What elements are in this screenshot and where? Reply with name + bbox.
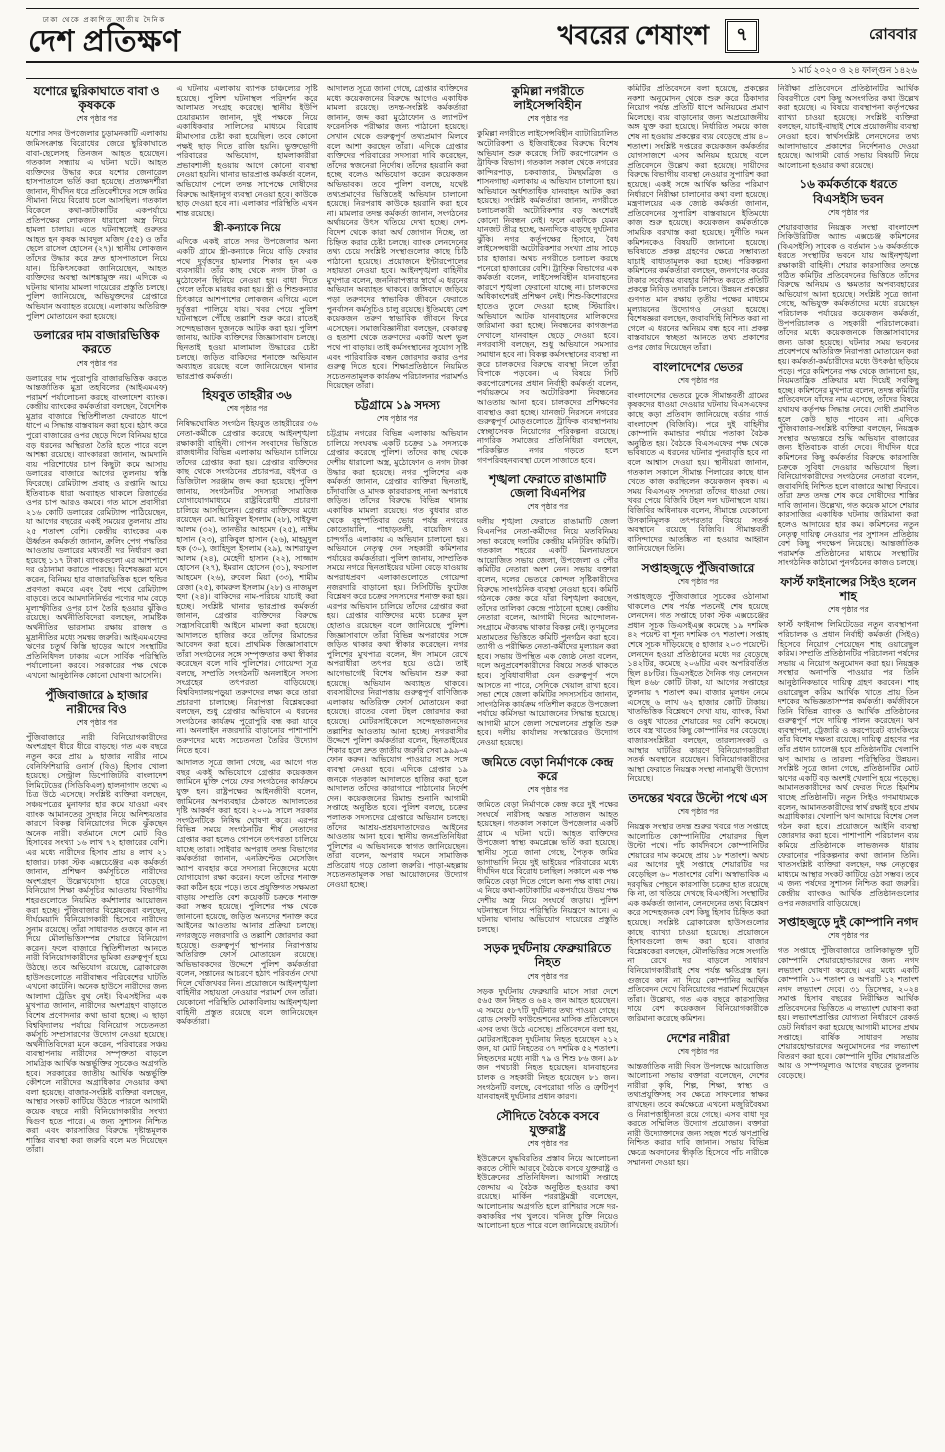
section-title: খবরের শেষাংশ — [557, 20, 710, 50]
continued-from-label: শেষ পৃষ্ঠার পর — [827, 931, 869, 941]
article-headline: ১৬ কর্মকর্তাকে ধরতে বিএসইসি ভবন — [799, 177, 898, 206]
date-strip — [26, 63, 919, 78]
article-headline: দেশের নারীরা — [666, 1030, 730, 1045]
article-body-text: ইউক্রেনে যুদ্ধবিরতির প্রস্তাব নিয়ে আলোচনা করতে সৌদি আরবে বৈঠকে বসবে যুক্তরাষ্ট্র ও ইউক্রেনের প্রতিনিধিদল। আগামী সপ্তাহে জেদ্দায় এ বৈঠক অনুষ্ঠিত হওয়ার কথা রয়েছে। মার্কিন পররাষ্ট্রমন্ত্রী বলেছেন, আলোচনায় অগ্রগতি হলে রাশিয়ার সঙ্গে দর-কষাকষির পথ খুলবে। খনিজ চুক্তি নিয়েও আলোচনা হতে পারে বলে জানিয়েছে রয়টার্স। — [476, 1154, 619, 1231]
continued-from-label: শেষ পৃষ্ঠার পর — [527, 784, 569, 794]
article-body-text: নিয়ন্ত্রক সংস্থার তদন্ত শুরুর খবরে গত সপ্তাহে আলোচিত কোম্পানিটির শেয়ারদর ছিল উল্টো পথে। পাঁচ কার্যদিবসে কোম্পানিটির শেয়ারের দাম কমেছে প্রায় ১৮ শতাংশ। অথচ এর আগের দুই সপ্তাহে শেয়ারটির দর বেড়েছিল ৬০ শতাংশের বেশি। অস্বাভাবিক এ দরবৃদ্ধির পেছনে কারসাজি চক্রের হাত রয়েছে কি না, তা খতিয়ে দেখছে বিএসইসি। সংস্থাটির এক কর্মকর্তা জানান, লেনদেনের তথ্য বিশ্লেষণ করে সন্দেহজনক বেশ কিছু হিসাব চিহ্নিত করা হয়েছে। সংশ্লিষ্ট ব্রোকারেজ হাউসগুলোর কাছে ব্যাখ্যা চাওয়া হয়েছে। প্রয়োজনে হিসাবগুলো জব্দ করা হবে। বাজার বিশ্লেষকেরা বলছেন, মৌলভিত্তির সঙ্গে সংগতি না রেখে দর বাড়লে সাধারণ বিনিয়োগকারীরাই শেষ পর্যন্ত ক্ষতিগ্রস্ত হন। গুজবে কান না দিয়ে কোম্পানির আর্থিক প্রতিবেদন দেখে বিনিয়োগের পরামর্শ দিয়েছেন তাঁরা। উল্লেখ্য, গত এক বছরে কারসাজির দায়ে বেশ কয়েকজন বিনিয়োগকারীকে জরিমানা করেছে কমিশন। — [627, 822, 769, 1023]
article-headline: সপ্তাহজুড়ে দুই কোম্পানি নগদ — [778, 915, 918, 930]
article-body-text: আদালত সূত্রে জানা গেছে, এর আগে গত বছর একই অভিযোগে গ্রেপ্তার কয়েকজন জামিনে মুক্তি পেয়ে ফের সংগঠনের কার্যক্রমে যুক্ত হন। রাষ্ট্রপক্ষের আইনজীবী বলেন, জামিনের অপব্যবহার ঠেকাতে আদালতের দৃষ্টি আকর্ষণ করা হবে। ২০০৯ সালে সরকার সংগঠনটিকে নিষিদ্ধ ঘোষণা করে। এরপর বিভিন্ন সময়ে সংগঠনটির শীর্ষ নেতাদের গ্রেপ্তার করা হলেও গোপনে তৎপরতা চালিয়ে যাচ্ছে তারা। সাইবার অপরাধ তদন্ত বিভাগের কর্মকর্তারা জানান, এনক্রিপ্টেড মেসেজিং অ্যাপ ব্যবহার করে সদস্যরা নিজেদের মধ্যে যোগাযোগ রক্ষা করেন। ফলে তাঁদের শনাক্ত করা কঠিন হয়ে পড়ে। তবে প্রযুক্তিগত সক্ষমতা বাড়ায় সম্প্রতি বেশ কয়েকটি চক্রকে শনাক্ত করা সম্ভব হয়েছে। পুলিশের পক্ষ থেকে জানানো হয়েছে, জড়িত অন্যদের শনাক্ত করে আইনের আওতায় আনার প্রক্রিয়া চলছে। নগরজুড়ে নজরদারি ও তল্লাশি জোরদার করা হয়েছে। গুরুত্বপূর্ণ স্থাপনার নিরাপত্তায় অতিরিক্ত ফোর্স মোতায়েন রয়েছে। অভিভাবকদের উদ্দেশে পুলিশ কর্মকর্তারা বলেন, সন্তানের আচরণে হঠাৎ পরিবর্তন দেখা দিলে খোঁজখবর নিন। প্রয়োজনে আইনশৃঙ্খলা বাহিনীর সহায়তা নেওয়ার পরামর্শ দেন তাঁরা। যেকোনো পরিস্থিতি মোকাবিলায় আইনশৃঙ্খলা বাহিনী প্রস্তুত রয়েছে বলে জানিয়েছেন কর্মকর্তারা। — [176, 758, 318, 1027]
news-column-1 — [26, 84, 167, 1434]
article-body-text: দলীয় শৃঙ্খলা ফেরাতে রাঙামাটি জেলা বিএনপির নেতা-কর্মীদের নিয়ে মতবিনিময় সভা করেছে দলটির কেন্দ্রীয় মনিটরিং কমিটি। গতকাল শহরের একটি মিলনায়তনে আয়োজিত সভায় জেলা, উপজেলা ও পৌর কমিটির নেতারা অংশ নেন। সভায় বক্তারা বলেন, দলের ভেতরে কোন্দল সৃষ্টিকারীদের বিরুদ্ধে সাংগঠনিক ব্যবস্থা নেওয়া হবে। কমিটি গঠনকে কেন্দ্র করে যাঁরা বিশৃঙ্খলা করছেন, তাঁদের তালিকা কেন্দ্রে পাঠানো হচ্ছে। কেন্দ্রীয় নেতারা বলেন, আগামী দিনের আন্দোলন-সংগ্রামে ঐক্যবদ্ধ থাকার বিকল্প নেই। তৃণমূলের মতামতের ভিত্তিতে কমিটি পুনর্গঠন করা হবে। ত্যাগী ও পরীক্ষিত নেতা-কর্মীদের মূল্যায়ন করা হবে। সভায় উপস্থিত এক জ্যেষ্ঠ নেতা বলেন, দলে অনুপ্রবেশকারীদের বিষয়ে সতর্ক থাকতে হবে। সুবিধাবাদীরা যেন গুরুত্বপূর্ণ পদে আসতে না পারে, সেদিকে খেয়াল রাখা হবে। সভা শেষে জেলা কমিটির সদস্যসচিব জানান, সাংগঠনিক কার্যক্রম গতিশীল করতে উপজেলা পর্যায়ে কর্মিসভা আয়োজনের সিদ্ধান্ত হয়েছে। আগামী মাসে জেলা সম্মেলনের প্রস্তুতি শুরু হবে। দলীয় কার্যালয় সংস্কারেরও উদ্যোগ নেওয়া হয়েছে। — [476, 517, 619, 748]
news-column-2 — [176, 84, 317, 1434]
article-headline: তদন্তের খবরে উল্টো পথে এস — [628, 790, 768, 805]
paper-name: দেশ প্রতিক্ষণ — [28, 25, 181, 58]
article-headline: পুঁজিবাজারে ৯ হাজার নারীদের বিও — [45, 687, 148, 716]
page-number-box — [725, 19, 759, 53]
continued-from-label: শেষ পৃষ্ঠার পর — [76, 717, 118, 727]
masthead-tagline: ঢাকা থেকে প্রকাশিত জাতীয় দৈনিক — [42, 16, 166, 24]
continued-from-label: শেষ পৃষ্ঠার পর — [376, 414, 418, 424]
page-header — [26, 9, 919, 61]
article-body-text: সপ্তাহজুড়ে পুঁজিবাজারে সূচকের ওঠানামা থাকলেও শেষ পর্যন্ত পতনেই শেষ হয়েছে লেনদেন। গত সপ্তাহে ঢাকা স্টক এক্সচেঞ্জের প্রধান সূচক ডিএসইএক্স কমেছে ১৯ দশমিক ৪২ পয়েন্ট বা শূন্য দশমিক ৩৭ শতাংশ। সপ্তাহ শেষে সূচক দাঁড়িয়েছে ৫ হাজার ২০৩ পয়েন্টে। লেনদেন হওয়া প্রতিষ্ঠানের মধ্যে দর বেড়েছে ১৪২টির, কমেছে ২০৬টির এবং অপরিবর্তিত ছিল ৪৮টির। ডিএসইতে দৈনিক গড় লেনদেন ছিল ৪৬৮ কোটি টাকা, যা আগের সপ্তাহের তুলনায় ৭ শতাংশ কম। বাজার মূলধন নেমে এসেছে ৬ লাখ ৬২ হাজার কোটি টাকায়। খাতভিত্তিক বিশ্লেষণে দেখা যায়, ব্যাংক, বিমা ও ওষুধ খাতের শেয়ারের দর বেশি কমেছে। তবে বস্ত্র খাতের কিছু কোম্পানির দর বেড়েছে। বাজারসংশ্লিষ্টরা বলছেন, তারল্যসংকট ও আস্থার ঘাটতির কারণে বিনিয়োগকারীরা সতর্ক অবস্থানে রয়েছেন। বিনিয়োগকারীদের আস্থা ফেরাতে নিয়ন্ত্রক সংস্থা নানামুখী উদ্যোগ নিয়েছে। — [627, 592, 769, 784]
continued-from-label: শেষ পৃষ্ঠার পর — [527, 114, 569, 124]
article-body-text: জমিতে বেড়া নির্মাণকে কেন্দ্র করে দুই পক্ষের সংঘর্ষে নারীসহ অন্তত সাতজন আহত হয়েছেন। গতকাল সকালে উপজেলার একটি গ্রামে এ ঘটনা ঘটে। আহত ব্যক্তিদের উপজেলা স্বাস্থ্য কমপ্লেক্সে ভর্তি করা হয়েছে। স্থানীয় সূত্রে জানা গেছে, পৈতৃক জমির ভাগাভাগি নিয়ে দুই ভাইয়ের পরিবারের মধ্যে দীর্ঘদিন ধরে বিরোধ চলছিল। সকালে এক পক্ষ জমিতে বেড়া দিতে গেলে অন্য পক্ষ বাধা দেয়। এ নিয়ে কথা-কাটাকাটির একপর্যায়ে উভয় পক্ষ দেশীয় অস্ত্র নিয়ে সংঘর্ষে জড়ায়। পুলিশ ঘটনাস্থলে গিয়ে পরিস্থিতি নিয়ন্ত্রণে আনে। এ ঘটনায় থানায় অভিযোগ দায়েরের প্রস্তুতি চলছে। — [476, 799, 619, 934]
article-body-text: শেয়ারবাজার নিয়ন্ত্রক সংস্থা বাংলাদেশ সিকিউরিটিজ অ্যান্ড এক্সচেঞ্জ কমিশনের (বিএসইসি) সাবেক ও বর্তমান ১৬ কর্মকর্তাকে ধরতে সংস্থাটির ভবনে যায় আইনশৃঙ্খলা রক্ষাকারী বাহিনী। শেয়ার কারসাজির তদন্তে গঠিত কমিটির প্রতিবেদনের ভিত্তিতে তাঁদের বিরুদ্ধে অনিয়ম ও ক্ষমতার অপব্যবহারের অভিযোগ আনা হয়েছে। সংশ্লিষ্ট সূত্রে জানা গেছে, অভিযুক্ত কর্মকর্তাদের মধ্যে রয়েছেন পরিচালক পর্যায়ের কয়েকজন কর্মকর্তা, উপপরিচালক ও সহকারী পরিচালকেরা। তাঁদের মধ্যে কয়েকজনকে জিজ্ঞাসাবাদের জন্য ডাকা হয়েছে। ঘটনার সময় ভবনের প্রবেশপথে অতিরিক্ত নিরাপত্তা মোতায়েন করা হয়। কর্মকর্তা-কর্মচারীদের মধ্যে উৎকণ্ঠা ছড়িয়ে পড়ে। পরে কমিশনের পক্ষ থেকে জানানো হয়, নিয়মতান্ত্রিক প্রক্রিয়ার মধ্য দিয়েই সবকিছু হচ্ছে। কমিশনের মুখপাত্র বলেন, তদন্ত কমিটির প্রতিবেদনে যাঁদের নাম এসেছে, তাঁদের বিষয়ে যথাযথ কর্তৃপক্ষ সিদ্ধান্ত নেবে। দোষী প্রমাণিত হলে কেউ ছাড় পাবেন না। এদিকে পুঁজিবাজার-সংশ্লিষ্ট ব্যক্তিরা বলছেন, নিয়ন্ত্রক সংস্থার অভ্যন্তরে শুদ্ধি অভিযান বাজারের জন্য ইতিবাচক বার্তা দেবে। দীর্ঘদিন ধরে কমিশনের কিছু কর্মকর্তার বিরুদ্ধে কারসাজি চক্রকে সুবিধা দেওয়ার অভিযোগ ছিল। বিনিয়োগকারীদের সংগঠনের নেতারা বলেন, জবাবদিহি নিশ্চিত হলে বাজারে আস্থা ফিরবে। তাঁরা দ্রুত তদন্ত শেষ করে দোষীদের শাস্তির দাবি জানান। উল্লেখ্য, গত কয়েক মাসে শেয়ার কারসাজির একাধিক ঘটনায় জরিমানা করা হলেও আদায়ের হার কম। কমিশনের নতুন নেতৃত্ব দায়িত্ব নেওয়ার পর সুশাসন প্রতিষ্ঠায় বেশ কিছু পদক্ষেপ নিয়েছে। আন্তর্জাতিক পরামর্শক প্রতিষ্ঠানের মাধ্যমে সংস্থাটির সাংগঠনিক কাঠামো পুনর্গঠনের কাজও চলছে। — [777, 222, 919, 568]
news-column-5 — [627, 84, 768, 1434]
article-headline: চট্টগ্রামে ১৯ সদস্য — [354, 398, 440, 412]
article-subhead: স্ত্রী-কন্যাকে নিয়ে — [213, 223, 281, 235]
continued-from-label: শেষ পৃষ্ঠার পর — [827, 605, 869, 615]
continued-from-label: শেষ পৃষ্ঠার পর — [76, 358, 118, 368]
article-headline: হিযবুত তাহরীর ৩৬ — [202, 388, 292, 403]
article-body-text: আন্তর্জাতিক নারী দিবস উপলক্ষে আয়োজিত আলোচনা সভায় বক্তারা বলেছেন, দেশের নারীরা কৃষি, শিল্প, শিক্ষা, স্বাস্থ্য ও তথ্যপ্রযুক্তিসহ সব ক্ষেত্রে সাফল্যের স্বাক্ষর রাখছেন। তবে কর্মক্ষেত্রে এখনো মজুরিবৈষম্য ও নিরাপত্তাহীনতা রয়ে গেছে। এসব বাধা দূর করতে সম্মিলিত উদ্যোগ প্রয়োজন। বক্তারা নারী উদ্যোক্তাদের জন্য সহজ শর্তে ঋণপ্রাপ্তি নিশ্চিত করার দাবি জানান। সভায় বিভিন্ন ক্ষেত্রে অবদানের স্বীকৃতি হিসেবে পাঁচ নারীকে সম্মাননা দেওয়া হয়। — [627, 1061, 769, 1167]
article-headline: সড়ক দুর্ঘটনায় ফেব্রুয়ারিতে নিহত — [484, 941, 612, 970]
article-headline: সৌদিতে বৈঠকে বসবে যুক্তরাষ্ট্র — [496, 1108, 600, 1137]
article-headline: বাংলাদেশের ভেতর — [653, 359, 743, 374]
article-headline: শৃঙ্খলা ফেরাতে রাঙামাটি জেলা বিএনপির — [489, 472, 607, 501]
continued-from-label: শেষ পৃষ্ঠার পর — [527, 1139, 569, 1149]
article-body-text: ডলারের দাম পুরোপুরি বাজারভিত্তিক করতে আন্তর্জাতিক মুদ্রা তহবিলের (আইএমএফ) পরামর্শ পর্যালোচনা করছে বাংলাদেশ ব্যাংক। কেন্দ্রীয় ব্যাংকের কর্মকর্তারা বলছেন, বৈদেশিক মুদ্রার বাজারে স্থিতিশীলতা ফেরাতে ধাপে ধাপে এ সিদ্ধান্ত বাস্তবায়ন করা হবে। হঠাৎ করে পুরো বাজারের ওপর ছেড়ে দিলে বিনিময় হারে বড় ধরনের অস্থিরতা তৈরি হতে পারে বলে আশঙ্কা রয়েছে। ব্যাংকাররা জানান, আমদানি ব্যয় পরিশোধের চাপ কিছুটা কমে আসায় ডলারের বাজারে আগের তুলনায় স্বস্তি ফিরেছে। রেমিট্যান্স প্রবাহ ও রপ্তানি আয়ে ইতিবাচক ধারা অব্যাহত থাকলে রিজার্ভের ওপর চাপ আরও কমবে। গত মাসে প্রবাসীরা ২১৬ কোটি ডলারের রেমিট্যান্স পাঠিয়েছেন, যা আগের বছরের একই সময়ের তুলনায় প্রায় ২৫ শতাংশ বেশি। কেন্দ্রীয় ব্যাংকের এক ঊর্ধ্বতন কর্মকর্তা জানান, ক্রলিং পেগ পদ্ধতির আওতায় ডলারের মধ্যবর্তী দর নির্ধারণ করা হয়েছে ১১৭ টাকা। ব্যাংকগুলো এর আশপাশে দর ওঠানামা করাতে পারছে। বিশেষজ্ঞরা মনে করেন, বিনিময় হার বাজারভিত্তিক হলে হুন্ডির প্রবণতা কমবে এবং বৈধ পথে রেমিট্যান্স বাড়বে। তবে আমদানিনির্ভর পণ্যের দাম বেড়ে মূল্যস্ফীতির ওপর চাপ তৈরি হওয়ার ঝুঁকিও রয়েছে। অর্থনীতিবিদেরা বলছেন, সামষ্টিক অর্থনীতির ভারসাম্য রক্ষায় রাজস্ব ও মুদ্রানীতির মধ্যে সমন্বয় জরুরি। আইএমএফের ঋণের চতুর্থ কিস্তি ছাড়ের আগে সংস্থাটির প্রতিনিধিদল ঢাকায় এসে সার্বিক পরিস্থিতি পর্যালোচনা করবে। সরকারের পক্ষ থেকে এখনো আনুষ্ঠানিক কোনো ঘোষণা আসেনি। — [26, 373, 168, 680]
news-column-3 — [327, 84, 468, 1434]
continued-from-label: শেষ পৃষ্ঠার পর — [677, 577, 719, 587]
article-body-text: কমিটির প্রতিবেদনে বলা হয়েছে, প্রকল্পের নকশা অনুমোদন থেকে শুরু করে ঠিকাদার নিয়োগ পর্যন্ত প্রতিটি ধাপে অনিয়মের প্রমাণ মিলেছে। ব্যয় বাড়ানোর জন্য অপ্রয়োজনীয় অঙ্গ যুক্ত করা হয়েছে। নির্ধারিত সময়ে কাজ শেষ না হওয়ায় প্রকল্পের ব্যয় বেড়েছে প্রায় ৪০ শতাংশ। সংশ্লিষ্ট দপ্তরের কয়েকজন কর্মকর্তার যোগসাজশে এসব অনিয়ম হয়েছে বলে প্রতিবেদনে উল্লেখ করা হয়েছে। দায়ীদের বিরুদ্ধে বিভাগীয় ব্যবস্থা নেওয়ার সুপারিশ করা হয়েছে। একই সঙ্গে আর্থিক ক্ষতির পরিমাণ নির্ধারণে নিরীক্ষা চালানোর কথা বলা হয়েছে। মন্ত্রণালয়ের এক জ্যেষ্ঠ কর্মকর্তা জানান, প্রতিবেদনের সুপারিশ বাস্তবায়নে ইতিমধ্যে কাজ শুরু হয়েছে। কয়েকজন কর্মকর্তাকে সাময়িক বরখাস্ত করা হয়েছে। দুর্নীতি দমন কমিশনকেও বিষয়টি জানানো হয়েছে। ভবিষ্যতে প্রকল্প গ্রহণের ক্ষেত্রে সম্ভাব্যতা যাচাই বাধ্যতামূলক করা হচ্ছে। পরিকল্পনা কমিশনের কর্মকর্তারা বলছেন, জনগণের করের টাকার সর্বোত্তম ব্যবহার নিশ্চিত করতে প্রতিটি প্রকল্পে নিবিড় তদারকি চলবে। উন্নয়ন প্রকল্পের গুণগত মান রক্ষায় তৃতীয় পক্ষের মাধ্যমে মূল্যায়নের উদ্যোগও নেওয়া হয়েছে। বিশেষজ্ঞরা বলছেন, জবাবদিহি নিশ্চিত করা না গেলে এ ধরনের অনিয়ম বন্ধ হবে না। প্রকল্প বাস্তবায়নে স্বচ্ছতা আনতে তথ্য প্রকাশের ওপর জোর দিয়েছেন তাঁরা। — [627, 84, 769, 353]
columns-container — [26, 84, 919, 1434]
date-line: ১ মার্চ ২০২০ ও ২৪ ফাল্গুন ১৪২৬ — [790, 65, 917, 75]
continued-from-label: শেষ পৃষ্ঠার পর — [827, 207, 869, 217]
article-headline: যশোরে ছুরিকাঘাতে বাবা ও কৃষককে — [33, 84, 160, 113]
article-headline: ফার্স্ট ফাইনান্সের সিইও হলেন শাহ — [780, 575, 917, 604]
news-column-4 — [477, 84, 618, 1434]
article-body-text: যশোর সদর উপজেলার চুড়ামনকাটি এলাকায় জমিসংক্রান্ত বিরোধের জেরে ছুরিকাঘাতে বাবা-ছেলেসহ তিনজন আহত হয়েছেন। গতকাল সন্ধ্যায় এ ঘটনা ঘটে। আহত ব্যক্তিদের উদ্ধার করে যশোর জেনারেল হাসপাতালে ভর্তি করা হয়েছে। প্রত্যক্ষদর্শীরা জানান, দীর্ঘদিন ধরে প্রতিবেশীদের সঙ্গে জমির সীমানা নিয়ে বিরোধ চলে আসছিল। গতকাল বিকেলে কথা-কাটাকাটির একপর্যায়ে প্রতিপক্ষের লোকজন ধারালো অস্ত্র নিয়ে হামলা চালায়। এতে ঘটনাস্থলেই গুরুতর আহত হন কৃষক আবদুল মজিদ (৫৫) ও তাঁর ছেলে রাসেল হোসেন (২৭)। স্থানীয় লোকজন তাঁদের উদ্ধার করে দ্রুত হাসপাতালে নিয়ে যান। চিকিৎসকেরা জানিয়েছেন, আহত ব্যক্তিদের অবস্থা আশঙ্কামুক্ত নয়। এদিকে এ ঘটনায় থানায় মামলা দায়েরের প্রস্তুতি চলছে। পুলিশ জানিয়েছে, অভিযুক্তদের গ্রেপ্তারে অভিযান অব্যাহত রয়েছে। এলাকায় অতিরিক্ত পুলিশ মোতায়েন করা হয়েছে। — [26, 129, 168, 321]
article-body-text: কুমিল্লা নগরীতে লাইসেন্সবিহীন ব্যাটারিচালিত অটোরিকশা ও ইজিবাইকের বিরুদ্ধে বিশেষ অভিযান শুরু করেছে সিটি করপোরেশন ও ট্রাফিক বিভাগ। গতকাল সকাল থেকে নগরের কান্দিরপাড়, চকবাজার, টমছমব্রিজ ও শাসনগাছা এলাকায় এ অভিযান চালানো হয়। অভিযানে অর্ধশতাধিক যানবাহন আটক করা হয়েছে। সংশ্লিষ্ট কর্মকর্তারা জানান, নগরীতে চলাচলকারী অটোরিকশার বড় অংশেরই কোনো নিবন্ধন নেই। ফলে একদিকে যেমন যানজট তীব্র হচ্ছে, অন্যদিকে বাড়ছে দুর্ঘটনার ঝুঁকি। নগর কর্তৃপক্ষের হিসাবে, বৈধ লাইসেন্সধারী অটোরিকশার সংখ্যা প্রায় সাড়ে চার হাজার। অথচ নগরীতে চলাচল করছে পনেরো হাজারের বেশি। ট্রাফিক বিভাগের এক কর্মকর্তা বলেন, লাইসেন্সবিহীন যানবাহনের কারণে শৃঙ্খলা ফেরানো যাচ্ছে না। চালকদের অধিকাংশেরই প্রশিক্ষণ নেই। শিশু-কিশোরদের হাতেও তুলে দেওয়া হচ্ছে স্টিয়ারিং। অভিযানে আটক যানবাহনের মালিকদের জরিমানা করা হচ্ছে। নিবন্ধনের কাগজপত্র দেখালে যানবাহন ছেড়ে দেওয়া হবে। নগরবাসী বলছেন, শুধু অভিযানে সমস্যার সমাধান হবে না। বিকল্প কর্মসংস্থানের ব্যবস্থা না করে চালকদের বিরুদ্ধে ব্যবস্থা নিলে তাঁরা বিপাকে পড়বেন। এ বিষয়ে সিটি করপোরেশনের প্রধান নির্বাহী কর্মকর্তা বলেন, পর্যায়ক্রমে সব অটোরিকশা নিবন্ধনের আওতায় আনা হবে। চালকদের প্রশিক্ষণের ব্যবস্থাও করা হচ্ছে। যানজট নিরসনে নগরের গুরুত্বপূর্ণ মোড়গুলোতে ট্রাফিক ব্যবস্থাপনায় স্বেচ্ছাসেবক নিয়োগের পরিকল্পনা রয়েছে। নাগরিক সমাজের প্রতিনিধিরা বলছেন, পরিকল্পিত নগর গড়তে হলে গণপরিবহনব্যবস্থা ঢেলে সাজাতে হবে। — [476, 129, 619, 465]
article-body-text: ফার্স্ট ফাইনান্স লিমিটেডের নতুন ব্যবস্থাপনা পরিচালক ও প্রধান নির্বাহী কর্মকর্তা (সিইও) হিসেবে নিয়োগ পেয়েছেন শাহ ওয়ারেছুল করিম। সম্প্রতি প্রতিষ্ঠানটির পরিচালনা পর্ষদের সভায় এ নিয়োগ অনুমোদন করা হয়। নিয়ন্ত্রক সংস্থার অনাপত্তি পাওয়ার পর তিনি আনুষ্ঠানিকভাবে দায়িত্ব গ্রহণ করবেন। শাহ ওয়ারেছুল করিম আর্থিক খাতে প্রায় তিন দশকের অভিজ্ঞতাসম্পন্ন কর্মকর্তা। কর্মজীবনে তিনি বিভিন্ন ব্যাংক ও আর্থিক প্রতিষ্ঠানের গুরুত্বপূর্ণ পদে দায়িত্ব পালন করেছেন। ঋণ ব্যবস্থাপনা, ট্রেজারি ও করপোরেট ব্যাংকিংয়ে তাঁর বিশেষ দক্ষতা রয়েছে। দায়িত্ব গ্রহণের পর তাঁর প্রধান চ্যালেঞ্জ হবে প্রতিষ্ঠানটির খেলাপি ঋণ আদায় ও তারল্য পরিস্থিতির উন্নয়ন। সংশ্লিষ্ট সূত্রে জানা গেছে, প্রতিষ্ঠানটির মোট ঋণের একটি বড় অংশই খেলাপি হয়ে পড়েছে। আমানতকারীদের অর্থ ফেরত দিতে হিমশিম খাচ্ছে প্রতিষ্ঠানটি। নতুন সিইও গণমাধ্যমকে বলেন, আমানতকারীদের স্বার্থ রক্ষাই হবে প্রথম অগ্রাধিকার। খেলাপি ঋণ আদায়ে বিশেষ সেল গঠন করা হবে। প্রয়োজনে আইনি ব্যবস্থা জোরদার করা হবে। পাশাপাশি পরিচালন ব্যয় কমিয়ে প্রতিষ্ঠানকে লাভজনক ধারায় ফেরানোর পরিকল্পনার কথা জানান তিনি। খাতসংশ্লিষ্ট ব্যক্তিরা বলছেন, দক্ষ নেতৃত্বের মাধ্যমে আস্থার সংকট কাটিয়ে ওঠা সম্ভব। তবে এ জন্য পর্ষদের সুশাসন নিশ্চিত করা জরুরি। কেন্দ্রীয় ব্যাংকও আর্থিক প্রতিষ্ঠানগুলোর ওপর নজরদারি বাড়িয়েছে। — [777, 620, 919, 908]
continued-from-label: শেষ পৃষ্ঠার পর — [527, 502, 569, 512]
page-number: ৭ — [736, 24, 748, 44]
masthead — [28, 14, 181, 57]
article-body-text: পুঁজিবাজারে নারী বিনিয়োগকারীদের অংশগ্রহণ ধীরে ধীরে বাড়ছে। গত এক বছরে নতুন করে প্রায় ৯ হাজার নারীর নামে বেনিফিশিয়ারি ওনার্স (বিও) হিসাব খোলা হয়েছে। সেন্ট্রাল ডিপোজিটরি বাংলাদেশ লিমিটেডের (সিডিবিএল) হালনাগাদ তথ্যে এ চিত্র উঠে এসেছে। সংশ্লিষ্ট ব্যক্তিরা বলছেন, সঞ্চয়পত্রের মুনাফার হার কমে যাওয়া এবং ব্যাংক আমানতের সুদহার নিয়ে অনিশ্চয়তার কারণে বিকল্প বিনিয়োগের দিকে ঝুঁকছেন অনেক নারী। বর্তমানে দেশে মোট বিও হিসাবের সংখ্যা ১৬ লাখ ৭২ হাজারের বেশি। এর মধ্যে নারীদের হিসাব প্রায় ৪ লাখ ২১ হাজার। ঢাকা স্টক এক্সচেঞ্জের এক কর্মকর্তা জানান, প্রশিক্ষণ কর্মসূচিতে নারীদের অংশগ্রহণ উল্লেখযোগ্য হারে বেড়েছে। বিনিয়োগ শিক্ষা কর্মসূচির আওতায় বিভাগীয় শহরগুলোতে নিয়মিত কর্মশালার আয়োজন করা হচ্ছে। পুঁজিবাজার বিশ্লেষকেরা বলছেন, দীর্ঘমেয়াদি বিনিয়োগকারী হিসেবে নারীদের সুনাম রয়েছে। তাঁরা সাধারণত গুজবে কান না দিয়ে মৌলভিত্তিসম্পন্ন শেয়ারে বিনিয়োগ করেন। ফলে বাজারে স্থিতিশীলতা আনতে নারী বিনিয়োগকারীদের ভূমিকা গুরুত্বপূর্ণ হয়ে উঠছে। তবে অভিযোগ রয়েছে, ব্রোকারেজ হাউসগুলোতে নারীবান্ধব পরিবেশের ঘাটতি এখনো কাটেনি। অনেক হাউসে নারীদের জন্য আলাদা ট্রেডিং বুথ নেই। বিএসইসির এক মুখপাত্র জানান, নারীদের অংশগ্রহণ বাড়াতে বিশেষ প্রণোদনার কথা ভাবা হচ্ছে। এ ছাড়া বিশ্ববিদ্যালয় পর্যায়ে বিনিয়োগ সচেতনতা কর্মসূচি সম্প্রসারণের উদ্যোগ নেওয়া হয়েছে। অর্থনীতিবিদেরা মনে করেন, পরিবারের সঞ্চয় ব্যবস্থাপনায় নারীদের সম্পৃক্ততা বাড়লে সামগ্রিক আর্থিক অন্তর্ভুক্তির সূচকেও অগ্রগতি হবে। সরকারের জাতীয় আর্থিক অন্তর্ভুক্তি কৌশলে নারীদের অগ্রাধিকার দেওয়ার কথা বলা হয়েছে। বাজার-সংশ্লিষ্ট ব্যক্তিরা বলছেন, আস্থার সংকট কাটিয়ে উঠতে পারলে আগামী কয়েক বছরে নারী বিনিয়োগকারীর সংখ্যা দ্বিগুণ হতে পারে। এ জন্য সুশাসন নিশ্চিত করা এবং কারসাজির বিরুদ্ধে দৃষ্টান্তমূলক শাস্তির ব্যবস্থা করা জরুরি বলে মত দিয়েছেন তাঁরা। — [26, 732, 168, 1155]
article-body-text: আদালত সূত্রে জানা গেছে, গ্রেপ্তার ব্যক্তিদের মধ্যে কয়েকজনের বিরুদ্ধে আগেও একাধিক মামলা রয়েছে। তদন্ত-সংশ্লিষ্ট কর্মকর্তারা জানান, জব্দ করা মুঠোফোন ও ল্যাপটপ ফরেনসিক পরীক্ষার জন্য পাঠানো হয়েছে। সেখান থেকে গুরুত্বপূর্ণ তথ্যপ্রমাণ মিলবে বলে আশা করছেন তাঁরা। এদিকে গ্রেপ্তার ব্যক্তিদের পরিবারের সদস্যরা দাবি করেছেন, তাঁদের স্বজনেরা নির্দোষ। তাঁদের হয়রানি করা হচ্ছে বলেও অভিযোগ করেন কয়েকজন অভিভাবক। তবে পুলিশ বলছে, যথেষ্ট তথ্যপ্রমাণের ভিত্তিতেই অভিযান চালানো হয়েছে। নিরপরাধ কাউকে হয়রানি করা হবে না। মামলার তদন্ত কর্মকর্তা জানান, সংগঠনের অর্থায়নের উৎস খতিয়ে দেখা হচ্ছে। দেশ-বিদেশ থেকে কারা অর্থ জোগান দিচ্ছে, তা চিহ্নিত করার চেষ্টা চলছে। ব্যাংক লেনদেনের তথ্য চেয়ে সংশ্লিষ্ট সংস্থাগুলোর কাছে চিঠি পাঠানো হয়েছে। প্রয়োজনে ইন্টারপোলের সহায়তা নেওয়া হবে। আইনশৃঙ্খলা বাহিনীর মুখপাত্র বলেন, জননিরাপত্তার স্বার্থে এ ধরনের অভিযান অব্যাহত থাকবে। জঙ্গিবাদে জড়িয়ে পড়া তরুণদের স্বাভাবিক জীবনে ফেরাতে পুনর্বাসন কর্মসূচিও চালু রয়েছে। ইতিমধ্যে বেশ কয়েকজন তরুণ স্বাভাবিক জীবনে ফিরে এসেছেন। সমাজবিজ্ঞানীরা বলছেন, বেকারত্ব ও হতাশা থেকে তরুণদের একটি অংশ ভুল পথে পা বাড়ায়। তাই কর্মসংস্থানের সুযোগ সৃষ্টি এবং পারিবারিক বন্ধন জোরদার করার ওপর গুরুত্ব দিতে হবে। শিক্ষাপ্রতিষ্ঠানে নিয়মিত সচেতনতামূলক কার্যক্রম পরিচালনার পরামর্শও দিয়েছেন তাঁরা। — [326, 84, 468, 391]
continued-from-label: শেষ পৃষ্ঠার পর — [527, 971, 569, 981]
continued-from-label: শেষ পৃষ্ঠার পর — [677, 375, 719, 385]
continued-from-label: শেষ পৃষ্ঠার পর — [677, 1046, 719, 1056]
weekday-label: রোববার — [869, 27, 917, 43]
continued-from-label: শেষ পৃষ্ঠার পর — [226, 404, 268, 414]
article-body-text: সড়ক দুর্ঘটনায় ফেব্রুয়ারি মাসে সারা দেশে ৫৬৫ জন নিহত ও ৬৪২ জন আহত হয়েছেন। এ সময়ে ৫৮৭টি দুর্ঘটনার তথ্য পাওয়া গেছে। রোড সেফটি ফাউন্ডেশনের মাসিক প্রতিবেদনে এসব তথ্য উঠে এসেছে। প্রতিবেদনে বলা হয়, মোটরসাইকেল দুর্ঘটনায় নিহত হয়েছেন ২১২ জন, যা মোট নিহতের ৩৭ দশমিক ৫২ শতাংশ। নিহতদের মধ্যে নারী ৭৯ ও শিশু ৮৬ জন। ৯৮ জন পথচারী নিহত হয়েছেন। যানবাহনের চালক ও সহকারী নিহত হয়েছেন ৮১ জন। সংগঠনটি বলছে, বেপরোয়া গতি ও ত্রুটিপূর্ণ যানবাহনই দুর্ঘটনার প্রধান কারণ। — [476, 986, 619, 1102]
article-headline: জমিতে বেড়া নির্মাণকে কেন্দ্র করে — [481, 754, 614, 783]
article-headline: ডলারের দাম বাজারভিত্তিক করতে — [33, 328, 160, 357]
article-body-text: গত সপ্তাহে পুঁজিবাজারে তালিকাভুক্ত দুটি কোম্পানি শেয়ারহোল্ডারদের জন্য নগদ লভ্যাংশ ঘোষণা করেছে। এর মধ্যে একটি কোম্পানি ১০ শতাংশ ও অপরটি ১২ শতাংশ নগদ লভ্যাংশ দেবে। ৩১ ডিসেম্বর, ২০২৪ সমাপ্ত হিসাব বছরের নিরীক্ষিত আর্থিক প্রতিবেদনের ভিত্তিতে এ লভ্যাংশ ঘোষণা করা হয়। লভ্যাংশপ্রাপ্তির যোগ্যতা নির্ধারণে রেকর্ড ডেট নির্ধারণ করা হয়েছে আগামী মাসের প্রথম সপ্তাহে। বার্ষিক সাধারণ সভায় শেয়ারহোল্ডারদের অনুমোদনের পর লভ্যাংশ বিতরণ করা হবে। কোম্পানি দুটির শেয়ারপ্রতি আয় ও সম্পদমূল্যও আগের বছরের তুলনায় বেড়েছে। — [777, 946, 919, 1081]
article-body-text: চট্টগ্রাম নগরের বিভিন্ন এলাকায় অভিযান চালিয়ে সংঘবদ্ধ একটি চক্রের ১৯ সদস্যকে গ্রেপ্তার করেছে পুলিশ। তাঁদের কাছ থেকে দেশীয় ধারালো অস্ত্র, মুঠোফোন ও নগদ টাকা উদ্ধার করা হয়েছে। নগর পুলিশের এক কর্মকর্তা জানান, গ্রেপ্তার ব্যক্তিরা ছিনতাই, চাঁদাবাজি ও মাদক কারবারসহ নানা অপরাধে জড়িত। তাঁদের বিরুদ্ধে বিভিন্ন থানায় একাধিক মামলা রয়েছে। গত বুধবার রাত থেকে বৃহস্পতিবার ভোর পর্যন্ত নগরের কোতোয়ালি, পাহাড়তলী, বায়েজিদ ও চান্দগাঁও এলাকায় এ অভিযান চালানো হয়। অভিযানে নেতৃত্ব দেন সহকারী কমিশনার পর্যায়ের কর্মকর্তারা। পুলিশ জানায়, সাম্প্রতিক সময়ে নগরে ছিনতাইয়ের ঘটনা বেড়ে যাওয়ায় অপরাধপ্রবণ এলাকাগুলোতে গোয়েন্দা নজরদারি বাড়ানো হয়। সিসিটিভি ফুটেজ বিশ্লেষণ করে চক্রের সদস্যদের শনাক্ত করা হয়। এরপর অভিযান চালিয়ে তাঁদের গ্রেপ্তার করা হয়। গ্রেপ্তার ব্যক্তিদের মধ্যে চক্রের মূল হোতাও রয়েছেন বলে জানিয়েছে পুলিশ। জিজ্ঞাসাবাদে তাঁরা বিভিন্ন অপরাধের সঙ্গে জড়িত থাকার কথা স্বীকার করেছেন। নগর পুলিশের মুখপাত্র বলেন, ঈদ সামনে রেখে অপরাধীরা তৎপর হয়ে ওঠে। তাই আগেভাগেই বিশেষ অভিযান শুরু করা হয়েছে। অভিযান অব্যাহত থাকবে। ব্যবসায়ীদের নিরাপত্তায় গুরুত্বপূর্ণ বাণিজ্যিক এলাকায় অতিরিক্ত ফোর্স মোতায়েন করা হয়েছে। রাতের বেলা টহল জোরদার করা হয়েছে। মোটরসাইকেলে সন্দেহভাজনদের তল্লাশির আওতায় আনা হচ্ছে। নগরবাসীর উদ্দেশে পুলিশ কর্মকর্তারা বলেন, ছিনতাইয়ের শিকার হলে দ্রুত জাতীয় জরুরি সেবা ৯৯৯-এ ফোন করুন। অভিযোগ পাওয়ার সঙ্গে সঙ্গে ব্যবস্থা নেওয়া হবে। এদিকে গ্রেপ্তার ১৯ জনকে গতকাল আদালতে হাজির করা হলে আদালত তাঁদের কারাগারে পাঠানোর নির্দেশ দেন। কয়েকজনের রিমান্ড শুনানি আগামী সপ্তাহে অনুষ্ঠিত হবে। পুলিশ বলছে, চক্রের পলাতক সদস্যদের গ্রেপ্তারে অভিযান চলছে। তাঁদের আশ্রয়-প্রশ্রয়দাতাদেরও আইনের আওতায় আনা হবে। স্থানীয় জনপ্রতিনিধিরা পুলিশের এ অভিযানকে স্বাগত জানিয়েছেন। তাঁরা বলেন, অপরাধ দমনে সামাজিক প্রতিরোধ গড়ে তোলা জরুরি। পাড়া-মহল্লায় সচেতনতামূলক সভা আয়োজনের উদ্যোগ নেওয়া হচ্ছে। — [326, 429, 468, 890]
continued-from-label: শেষ পৃষ্ঠার পর — [677, 807, 719, 817]
article-body-text: বাংলাদেশের ভেতরে ঢুকে সীমান্তবর্তী গ্রামের কৃষকদের ধাওয়া দেওয়ার ঘটনায় বিএসএফের কাছে কড়া প্রতিবাদ জানিয়েছে বর্ডার গার্ড বাংলাদেশ (বিজিবি)। পরে দুই বাহিনীর কোম্পানি কমান্ডার পর্যায়ে পতাকা বৈঠক অনুষ্ঠিত হয়। বৈঠকে বিএসএফের পক্ষ থেকে ভবিষ্যতে এ ধরনের ঘটনার পুনরাবৃত্তি হবে না বলে আশ্বাস দেওয়া হয়। স্থানীয়রা জানান, গতকাল সকালে সীমান্ত পিলারের কাছে ধান খেতে কাজ করছিলেন কয়েকজন কৃষক। এ সময় বিএসএফ সদস্যরা তাঁদের ধাওয়া দেয়। খবর পেয়ে বিজিবি টহল দল ঘটনাস্থলে যায়। বিজিবির অধিনায়ক বলেন, সীমান্তে যেকোনো উসকানিমূলক তৎপরতার বিষয়ে সতর্ক অবস্থানে রয়েছে বিজিবি। সীমান্তবর্তী বাসিন্দাদের আতঙ্কিত না হওয়ার আহ্বান জানিয়েছেন তিনি। — [627, 390, 769, 554]
date-divider-rule — [26, 78, 919, 79]
continued-from-label: শেষ পৃষ্ঠার পর — [76, 114, 118, 124]
article-body-text: নিরীক্ষা প্রতিবেদনে প্রতিষ্ঠানটির আর্থিক বিবরণীতে বেশ কিছু অসংগতির কথা উল্লেখ করা হয়েছে। এ বিষয়ে ব্যবস্থাপনা কর্তৃপক্ষের ব্যাখ্যা চাওয়া হয়েছে। সংশ্লিষ্ট ব্যক্তিরা বলছেন, যাচাই-বাছাই শেষে প্রয়োজনীয় ব্যবস্থা নেওয়া হবে। স্বার্থসংশ্লিষ্ট লেনদেনের তথ্য আলাদাভাবে প্রকাশের নির্দেশনাও দেওয়া হয়েছে। আগামী বোর্ড সভায় বিষয়টি নিয়ে আলোচনা হওয়ার কথা রয়েছে। — [777, 84, 919, 170]
article-headline: কুমিল্লা নগরীতে লাইসেন্সবিহীন — [511, 84, 584, 113]
article-body-text: এদিকে একই রাতে সদর উপজেলার অন্য একটি গ্রামে স্ত্রী-কন্যাকে নিয়ে বাড়ি ফেরার পথে দুর্বৃত্তদের হামলার শিকার হন এক ব্যবসায়ী। তাঁর কাছ থেকে নগদ টাকা ও মুঠোফোন ছিনিয়ে নেওয়া হয়। বাধা দিতে গেলে তাঁকে মারধর করা হয়। স্ত্রী ও শিশুকন্যার চিৎকারে আশপাশের লোকজন এগিয়ে এলে দুর্বৃত্তরা পালিয়ে যায়। খবর পেয়ে পুলিশ ঘটনাস্থলে পৌঁছে তল্লাশি শুরু করে। রাতেই সন্দেহভাজন দুজনকে আটক করা হয়। পুলিশ জানায়, আটক ব্যক্তিদের জিজ্ঞাসাবাদ চলছে। ছিনতাই হওয়া মালামাল উদ্ধারের চেষ্টা চলছে। জড়িত বাকিদের শনাক্তে অভিযান অব্যাহত রয়েছে বলে জানিয়েছেন থানার ভারপ্রাপ্ত কর্মকর্তা। — [176, 237, 318, 381]
article-body-text: এ ঘটনায় এলাকায় ব্যাপক চাঞ্চল্যের সৃষ্টি হয়েছে। পুলিশ ঘটনাস্থল পরিদর্শন করে আলামত সংগ্রহ করেছে। স্থানীয় ইউপি চেয়ারম্যান জানান, দুই পক্ষকে নিয়ে একাধিকবার সালিসের মাধ্যমে বিরোধ মীমাংসার চেষ্টা করা হয়েছিল। তবে কোনো পক্ষই ছাড় দিতে রাজি হয়নি। ভুক্তভোগী পরিবারের অভিযোগ, হামলাকারীরা প্রভাবশালী হওয়ায় আগে কোনো ব্যবস্থা নেওয়া হয়নি। থানার ভারপ্রাপ্ত কর্মকর্তা বলেন, অভিযোগ পেলে তদন্ত সাপেক্ষে দোষীদের বিরুদ্ধে আইনানুগ ব্যবস্থা নেওয়া হবে। কাউকে ছাড় দেওয়া হবে না। এলাকার পরিস্থিতি এখন শান্ত রয়েছে। — [176, 84, 318, 218]
article-headline: সপ্তাহজুড়ে পুঁজিবাজারে — [641, 560, 755, 575]
article-body-text: নিষিদ্ধঘোষিত সংগঠন হিযবুত তাহরীরের ৩৬ নেতা-কর্মীকে গ্রেপ্তার করেছে আইনশৃঙ্খলা রক্ষাকারী বাহিনী। গোপন সংবাদের ভিত্তিতে রাজধানীর বিভিন্ন এলাকায় অভিযান চালিয়ে তাঁদের গ্রেপ্তার করা হয়। গ্রেপ্তার ব্যক্তিদের কাছ থেকে সংগঠনের প্রচারপত্র, বইপত্র ও ডিজিটাল সরঞ্জাম জব্দ করা হয়েছে। পুলিশ জানায়, সংগঠনটির সদস্যরা সামাজিক যোগাযোগমাধ্যমে রাষ্ট্রবিরোধী প্রচারণা চালিয়ে আসছিলেন। গ্রেপ্তার ব্যক্তিদের মধ্যে রয়েছেন মো. আরিফুল ইসলাম (২৮), সাইফুল আলম (৩২), তানভীর আহমেদ (২৫), নাঈম হাসান (২৩), রাকিবুল হাসান (২৬), মাহমুদুল হক (৩০), জাহিদুল ইসলাম (২৯), আশরাফুল আলম (২৪), মেহেদী হাসান (২২), সাজ্জাদ হোসেন (২৭), ইমরান হোসেন (৩১), ফয়সাল আহমেদ (২৬), রুবেল মিয়া (৩৩), শামীম রেজা (২৫), কামরুল ইসলাম (২৮) ও নাজমুল হুদা (২৪)। বাকিদের নাম-পরিচয় যাচাই করা হচ্ছে। সংশ্লিষ্ট থানার ভারপ্রাপ্ত কর্মকর্তা জানান, গ্রেপ্তার ব্যক্তিদের বিরুদ্ধে সন্ত্রাসবিরোধী আইনে মামলা করা হয়েছে। আদালতে হাজির করে তাঁদের রিমান্ডের আবেদন করা হবে। প্রাথমিক জিজ্ঞাসাবাদে তাঁরা সংগঠনের সঙ্গে সম্পৃক্ততার কথা স্বীকার করেছেন বলে দাবি পুলিশের। গোয়েন্দা সূত্র বলছে, সম্প্রতি সংগঠনটি অনলাইনে সদস্য সংগ্রহের তৎপরতা বাড়িয়েছে। বিশ্ববিদ্যালয়পড়ুয়া তরুণদের লক্ষ্য করে তারা প্রচারণা চালাচ্ছে। নিরাপত্তা বিশ্লেষকেরা বলছেন, শুধু গ্রেপ্তার অভিযানে এ ধরনের সংগঠনের কার্যক্রম পুরোপুরি বন্ধ করা যাবে না। অনলাইন নজরদারি বাড়ানোর পাশাপাশি তরুণদের মধ্যে সচেতনতা তৈরির উদ্যোগ নিতে হবে। — [176, 419, 318, 755]
news-column-6 — [778, 84, 919, 1434]
